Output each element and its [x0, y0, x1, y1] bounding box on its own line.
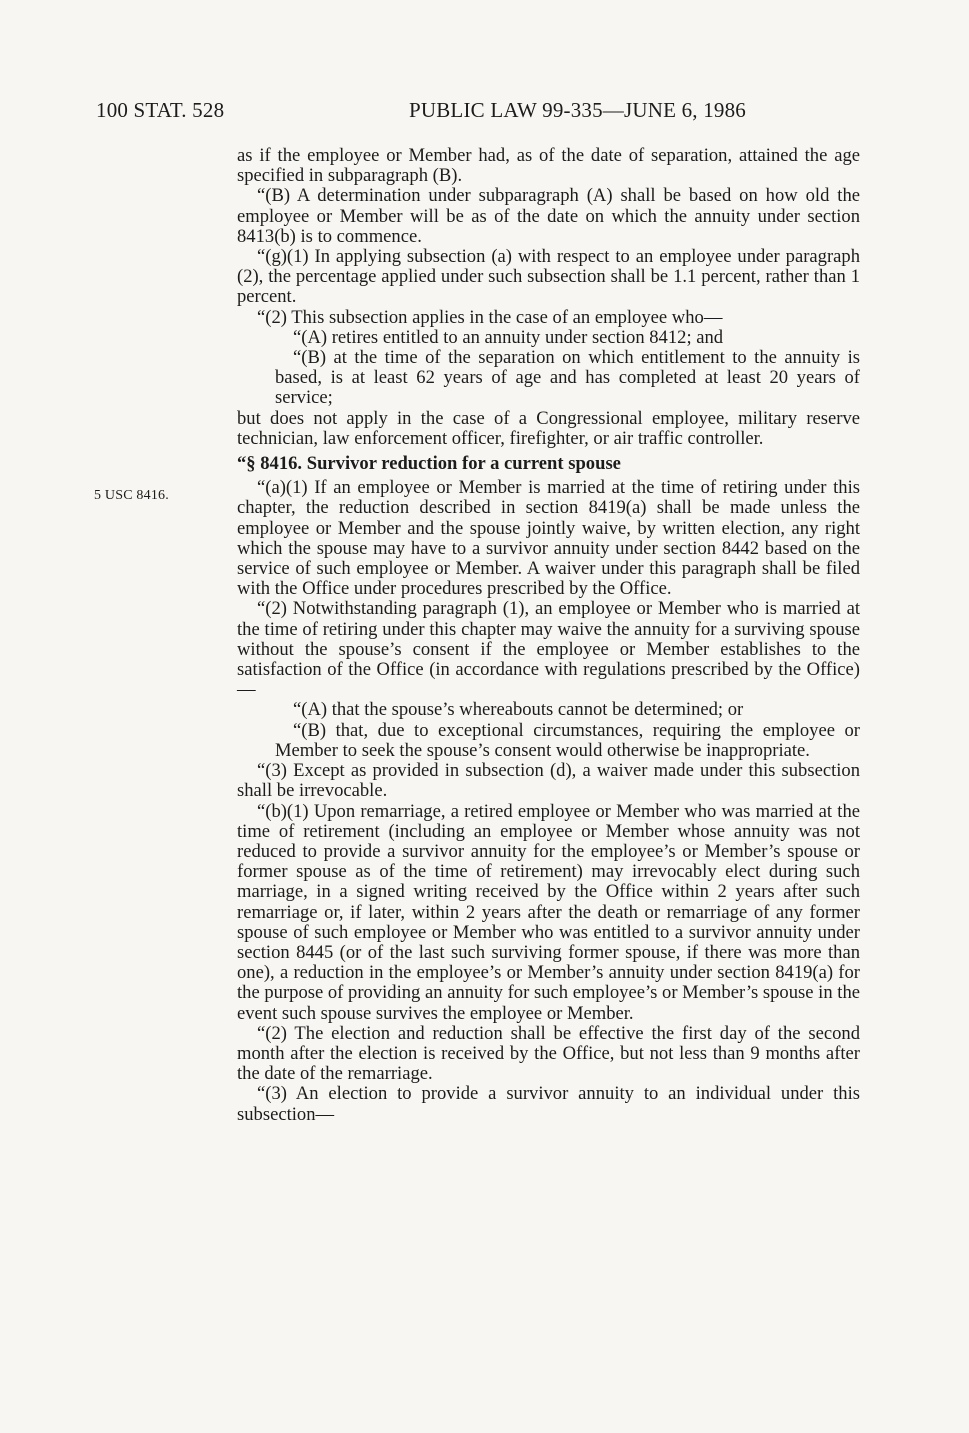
paragraph: “(b)(1) Upon remarriage, a retired employee or Member who was married at the time of retirement (including an employee or Member whose annuity was not reduced to provide a survivor annuity for the employee’s or Member’s spouse or former spouse as of the time of retirement) may irrevocably elect during such marriage, in a signed writing received by the Office within 2 years after such remarriage or, if later, within 2 years after the death or remarriage of any former spouse of such employee or Member who was entitled to a survivor annuity under section 8445 (or of the last such surviving former spouse, if there was more than one), a reduction in the employee’s or Member’s annuity under section 8419(a) for the purpose of providing an annuity for such employee’s or Member’s spouse in the event such spouse survives the employee or Member.	[237, 800, 860, 1024]
paragraph: “(B) at the time of the separation on which entitlement to the annuity is based, is at least 62 years of age and has completed at least 20 years of service;	[275, 347, 860, 409]
paragraph: as if the employee or Member had, as of the date of separation, attained the age specified in subparagraph (B).	[237, 145, 860, 187]
paragraph: but does not apply in the case of a Congressional employee, military reserve technician, law enforcement officer, firefighter, or air traffic controller.	[237, 407, 860, 449]
paragraph: “(B) that, due to exceptional circumstances, requiring the employee or Member to seek the spouse’s consent would otherwise be inappropriate.	[275, 719, 860, 761]
paragraph: “(A) retires entitled to an annuity under section 8412; and	[293, 326, 724, 348]
paragraph: “(3) An election to provide a survivor annuity to an individual under this subsection—	[237, 1083, 860, 1125]
paragraph: “(2) Notwithstanding paragraph (1), an employee or Member who is married at the time of retiring under this chapter may waive the annuity for a surviving spouse without the spouse’s consent if the employee or Member establishes to the satisfaction of the Office (in accordance with regulations prescribed by the Office)—	[237, 598, 860, 701]
paragraph: “(2) This subsection applies in the case of an employee who—	[257, 306, 723, 328]
page-title: PUBLIC LAW 99-335—JUNE 6, 1986	[408, 98, 746, 122]
page-header	[96, 98, 746, 123]
paragraph: “(B) A determination under subparagraph (A) shall be based on how old the employee or Member will be as of the date on which the annuity under section 8413(b) is to commence.	[237, 185, 860, 247]
document-body	[237, 146, 860, 1125]
paragraph: “(A) that the spouse’s whereabouts cannot be determined; or	[293, 699, 744, 721]
margin-citation: 5 USC 8416.	[94, 488, 169, 503]
paragraph: “(a)(1) If an employee or Member is married at the time of retiring under this chapter, the reduction described in section 8419(a) shall be made unless the employee or Member and the spouse jointly waive, by written election, any right which the spouse may have to a survivor annuity under section 8442 based on the service of such employee or Member. A waiver under this paragraph shall be filed with the Office under procedures prescribed by the Office.	[237, 477, 860, 600]
paragraph: “(g)(1) In applying subsection (a) with respect to an employee under paragraph (2), the percentage applied under such subsection shall be 1.1 percent, rather than 1 percent.	[237, 246, 860, 308]
paragraph: “(3) Except as provided in subsection (d), a waiver made under this subsection shall be irrevocable.	[237, 760, 860, 802]
paragraph: “(2) The election and reduction shall be effective the first day of the second month after the election is received by the Office, but not less than 9 months after the date of the remarriage.	[237, 1022, 860, 1085]
page-citation: 100 STAT. 528	[96, 98, 225, 122]
section-heading: “§ 8416. Survivor reduction for a current spouse	[237, 453, 621, 475]
